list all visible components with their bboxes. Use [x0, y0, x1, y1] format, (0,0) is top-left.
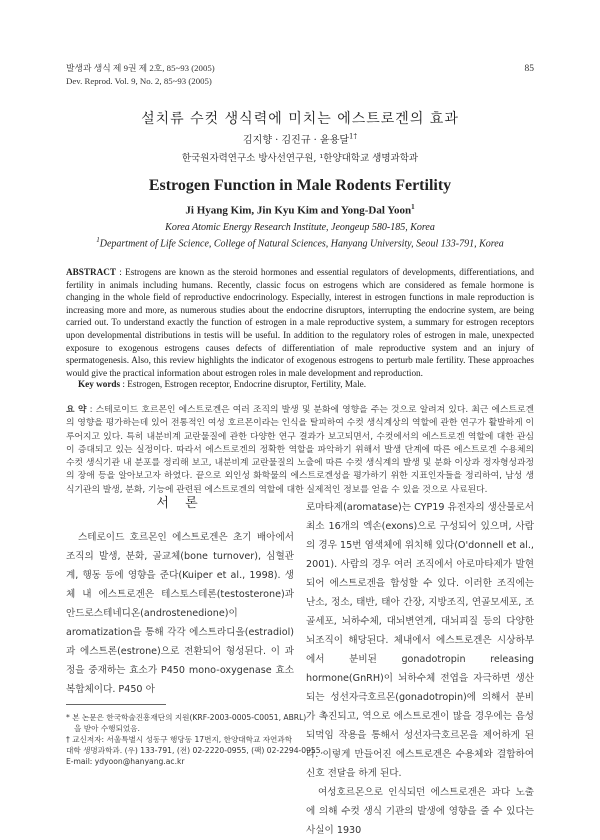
footnote-email: E-mail: ydyoon@hanyang.ac.kr	[66, 757, 185, 766]
footnotes	[66, 712, 323, 767]
title-english: Estrogen Function in Male Rodents Fertility	[148, 177, 452, 194]
affiliation-korean: 한국원자력연구소 방사선연구원, ¹한양대학교 생명과학과	[181, 153, 419, 164]
body-right-paragraph-1: 로마타제(aromatase)는 CYP19 유전자의 생산물로서 최소 16개의 엑손(exons)으로 구성되어 있으며, 사람의 경우 15번 염색체에 위치해 있다(O'donnell et al., 2001). 사람의 경우 여러 조직에서 아로마타제가 발현되어 에스트로겐을 합성할 수 있다. 이러한 조직에는 난소, 정소, 태반, 태아 간장, 지방조직, 연골모세포, 조골세포, 뇌하수체, 대뇌변연계, 대뇌피질 등의 다양한 뇌조직이 해당된다. 체내에서 에스트로겐은 시상하부에서 분비된 gonadotropin releasing hormone(GnRH)이 뇌하수체 전엽을 자극하면 생산되는 성선자극호르몬(gonadotropin)에 의해서 분비가 촉진되고, 역으로 에스트로겐이 많을 경우에는 음성되먹임 작용을 통해서 성선자극호르몬을 제어하게 된다. 이렇게 만들어진 에스트로겐은 수용체와 결합하여 신호 전달을 하게 된다.	[306, 502, 535, 779]
authors-korean-superscript: 1†	[349, 132, 357, 141]
korean-summary	[66, 404, 534, 497]
authors-korean	[0, 131, 600, 146]
authors-english-superscript: 1	[411, 203, 415, 211]
abstract	[66, 266, 534, 379]
footnote-corresponding-line-2: 대학 생명과학과. (우) 133-791, (전) 02-2220-0955, (팩) 02-2294-0955,	[66, 746, 323, 755]
abstract-label: ABSTRACT	[66, 267, 117, 277]
journal-citation-english: Dev. Reprod. Vol. 9, No. 2, 85~93 (2005)	[66, 76, 212, 86]
page-number: 85	[524, 64, 534, 74]
korean-summary-label: 요 약	[66, 405, 87, 415]
body-right-column	[306, 498, 534, 840]
affiliation-english-1: Korea Atomic Energy Research Institute, Jeongeup 580-185, Korea	[165, 222, 435, 233]
authors-english	[0, 203, 600, 217]
affiliation-english-2	[0, 236, 600, 249]
keywords-label: Key words	[78, 379, 121, 389]
affiliation-english-2-superscript: 1	[96, 236, 100, 244]
footnote-corresponding-line-1: † 교신저자: 서울특별시 성동구 행당동 17번지, 한양대학교 자연과학	[66, 735, 293, 744]
affiliation-english-2-text: Department of Life Science, College of Natural Sciences, Hanyang University, Seoul 133-791, Korea	[99, 238, 504, 250]
footnote-divider	[66, 704, 166, 705]
authors-korean-names: 김지향 · 김진규 · 윤용달	[243, 135, 350, 146]
body-right-paragraph-2: 여성호르몬으로 인식되던 에스트로겐은 과다 노출에 의해 수컷 생식 기관의 발생에 영향을 줄 수 있다는 사실이 1930	[306, 787, 534, 836]
section-heading-introduction: 서 론	[156, 496, 204, 511]
authors-english-names: Ji Hyang Kim, Jin Kyu Kim and Yong-Dal Yoon	[185, 204, 412, 217]
title-korean: 설치류 수컷 생식력에 미치는 에스트로겐의 효과	[141, 111, 459, 127]
body-left-column: 스테로이드 호르몬인 에스트로겐은 초기 배아에서 조직의 발생, 분화, 골교체(bone turnover), 심혈관계, 행동 등에 영향을 준다(Kuiper et al., 1998). 생체 내 에스트로겐은 테스토스테론(testosterone)과 안드로스테네디온(androstenedione)이 aromatization을 통해 각각 에스트라디올(estradiol)과 에스트론(estrone)으로 전환되어 형성된다. 이 과정을 중재하는 효소가 P450 mono-oxygenase 효소 복합체이다. P450 아	[66, 532, 294, 695]
running-header	[66, 62, 215, 88]
footnote-funding-line-2: 을 받아 수행되었음.	[74, 724, 140, 733]
korean-summary-text: : 스테로이드 호르몬인 에스트로겐은 여러 조직의 발생 및 분화에 영향을 주는 것으로 알려져 있다. 최근 에스트로겐의 영향을 평가하는데 있어 전통적인 여성 호르몬이라는 인식을 탈피하여 수컷 생식계상의 역할에 관한 연구가 활발하게 이루어지고 있다. 특히 내분비계 교란물질에 관한 다양한 연구 결과가 보고되면서, 수컷에서의 에스트로겐 역할에 대한 관심이 증대되고 있는 실정이다. 따라서 에스트로겐의 정확한 역할을 파악하기 위해서 발생 단계에 따른 에스트로겐 수용체의 수컷 생식기관 내 분포를 정리해 보고, 내분비계 교란물질의 노출에 따른 수컷 생식계의 발생 및 분화 이상과 정자형성과정의 장애 등을 알아보고자 하였다. 끝으로 외인성 화학물의 에스트로겐성을 평가하기 위한 지표인자들을 정리하여, 남성 생식기관의 발생, 분화, 기능에 관련된 에스트로겐의 역할에 대한 실제적인 정보를 얻을 수 있을 것으로 사료된다.	[66, 405, 535, 495]
keywords	[78, 379, 534, 389]
footnote-funding-line-1: * 본 논문은 한국학술진흥재단의 지원(KRF-2003-0005-C0051, ABRL)	[66, 713, 307, 722]
keywords-text: : Estrogen, Estrogen receptor, Endocrine disruptor, Fertility, Male.	[120, 379, 367, 389]
abstract-text: : Estrogens are known as the steroid hormones and essential regulators of developments, differentiations, and fertility in animals including humans. Recently, classic focus on estrogens which are considered as female hormone is changing in the whole field of reproductive endocrinology. Especially, interest in estrogen functions in male reproduction is increasing more and more, as numerous studies about the endocrine disruptors, interrupting the endocrine system, are being carried out. To understand exactly the function of estrogen in a male reproductive system, a summary for estrogen receptors upon developmental distributions in testis will be useful. In addition to the regulatory roles of estrogen in male, unexpected exposure to exogenous estrogens causes defects of differentiation of male reproductive system and an injury of spermatogenesis. Also, this review highlights the indicator of exogenous estrogens to perturb male fertility. These approaches would give the practical information about estrogen roles in male development and reproduction.	[66, 267, 534, 378]
journal-citation-korean: 발생과 생식 제 9권 제 2호, 85~93 (2005)	[66, 63, 215, 73]
